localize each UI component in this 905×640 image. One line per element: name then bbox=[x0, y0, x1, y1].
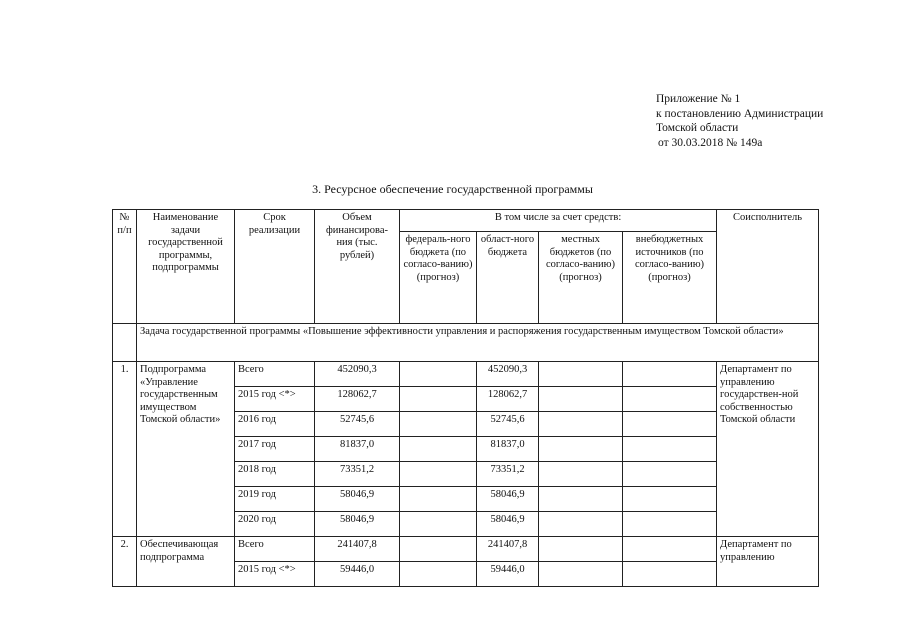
appendix-block bbox=[656, 92, 823, 150]
header-regional: област-ного бюджета bbox=[477, 232, 539, 324]
extrabudget-cell bbox=[623, 512, 717, 537]
local-cell bbox=[539, 412, 623, 437]
local-cell bbox=[539, 387, 623, 412]
extrabudget-cell bbox=[623, 562, 717, 587]
regional-cell: 52745,6 bbox=[477, 412, 539, 437]
program-coexecutor: Департамент по управлению bbox=[717, 537, 819, 587]
regional-cell: 58046,9 bbox=[477, 487, 539, 512]
federal-cell bbox=[400, 462, 477, 487]
term-cell: 2015 год <*> bbox=[235, 387, 315, 412]
term-cell: 2016 год bbox=[235, 412, 315, 437]
program-name: Подпрограмма «Управление государственным имуществом Томской области» bbox=[137, 362, 235, 537]
regional-cell: 241407,8 bbox=[477, 537, 539, 562]
local-cell bbox=[539, 437, 623, 462]
task-num-cell bbox=[113, 324, 137, 362]
regional-cell: 59446,0 bbox=[477, 562, 539, 587]
header-coexecutor: Соисполнитель bbox=[717, 210, 819, 324]
program-name: Обеспечивающая подпрограмма bbox=[137, 537, 235, 587]
header-term: Срок реализации bbox=[235, 210, 315, 324]
federal-cell bbox=[400, 412, 477, 437]
federal-cell bbox=[400, 362, 477, 387]
term-cell: 2020 год bbox=[235, 512, 315, 537]
volume-cell: 128062,7 bbox=[315, 387, 400, 412]
appendix-line-4: от 30.03.2018 № 149а bbox=[658, 136, 763, 149]
regional-cell: 452090,3 bbox=[477, 362, 539, 387]
appendix-line-1: Приложение № 1 bbox=[656, 93, 741, 105]
extrabudget-cell bbox=[623, 362, 717, 387]
volume-cell: 58046,9 bbox=[315, 512, 400, 537]
local-cell bbox=[539, 562, 623, 587]
regional-cell: 58046,9 bbox=[477, 512, 539, 537]
programs-body bbox=[113, 362, 819, 587]
volume-cell: 73351,2 bbox=[315, 462, 400, 487]
extrabudget-cell bbox=[623, 387, 717, 412]
extrabudget-cell bbox=[623, 437, 717, 462]
header-extrabudget: внебюджетных источников (по согласо-ванию) (прогноз) bbox=[623, 232, 717, 324]
appendix-line-3: Томской области bbox=[656, 122, 739, 134]
header-federal: федераль-ного бюджета (по согласо-ванию) (прогноз) bbox=[400, 232, 477, 324]
header-name: Наименование задачи государственной программы, подпрограммы bbox=[137, 210, 235, 324]
volume-cell: 81837,0 bbox=[315, 437, 400, 462]
section-title: 3. Ресурсное обеспечение государственной программы bbox=[312, 182, 593, 196]
program-coexecutor: Департамент по управлению государствен-ной собственностью Томской области bbox=[717, 362, 819, 537]
table-row bbox=[113, 362, 819, 387]
appendix-line-2: к постановлению Администрации bbox=[656, 107, 824, 120]
federal-cell bbox=[400, 437, 477, 462]
regional-cell: 128062,7 bbox=[477, 387, 539, 412]
federal-cell bbox=[400, 537, 477, 562]
table-row bbox=[113, 537, 819, 562]
header-num: № п/п bbox=[113, 210, 137, 324]
extrabudget-cell bbox=[623, 537, 717, 562]
regional-cell: 73351,2 bbox=[477, 462, 539, 487]
local-cell bbox=[539, 512, 623, 537]
volume-cell: 59446,0 bbox=[315, 562, 400, 587]
federal-cell bbox=[400, 512, 477, 537]
volume-cell: 452090,3 bbox=[315, 362, 400, 387]
volume-cell: 241407,8 bbox=[315, 537, 400, 562]
local-cell bbox=[539, 362, 623, 387]
extrabudget-cell bbox=[623, 412, 717, 437]
term-cell: 2015 год <*> bbox=[235, 562, 315, 587]
local-cell bbox=[539, 462, 623, 487]
program-num: 1. bbox=[113, 362, 137, 537]
program-num: 2. bbox=[113, 537, 137, 587]
term-cell: 2018 год bbox=[235, 462, 315, 487]
local-cell bbox=[539, 537, 623, 562]
federal-cell bbox=[400, 487, 477, 512]
term-cell: Всего bbox=[235, 537, 315, 562]
task-row: Задача государственной программы «Повышение эффективности управления и распоряжения государственным имуществом Томской области» bbox=[137, 324, 819, 362]
term-cell: 2017 год bbox=[235, 437, 315, 462]
resource-table bbox=[112, 209, 819, 587]
extrabudget-cell bbox=[623, 462, 717, 487]
header-volume: Объем финансирова-ния (тыс. рублей) bbox=[315, 210, 400, 324]
federal-cell bbox=[400, 562, 477, 587]
federal-cell bbox=[400, 387, 477, 412]
header-local: местных бюджетов (по согласо-ванию) (прогноз) bbox=[539, 232, 623, 324]
term-cell: 2019 год bbox=[235, 487, 315, 512]
local-cell bbox=[539, 487, 623, 512]
term-cell: Всего bbox=[235, 362, 315, 387]
extrabudget-cell bbox=[623, 487, 717, 512]
volume-cell: 52745,6 bbox=[315, 412, 400, 437]
volume-cell: 58046,9 bbox=[315, 487, 400, 512]
header-including: В том числе за счет средств: bbox=[400, 210, 717, 232]
regional-cell: 81837,0 bbox=[477, 437, 539, 462]
